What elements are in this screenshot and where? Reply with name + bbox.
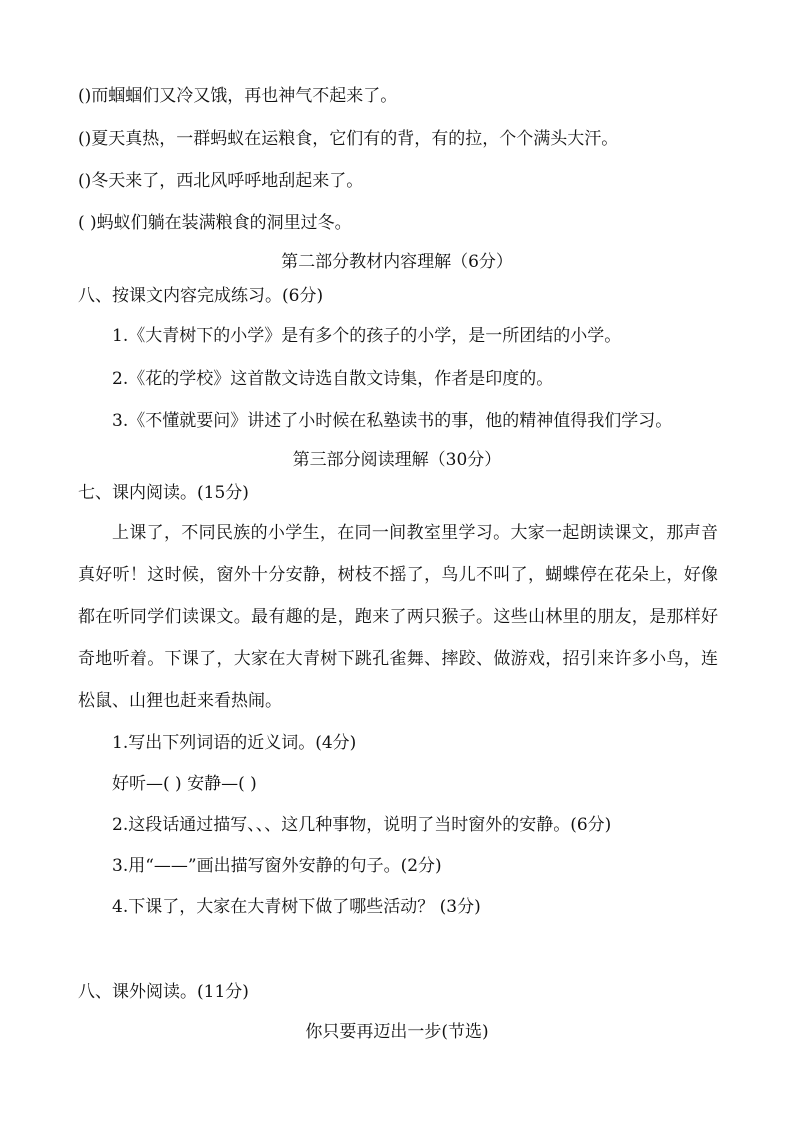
order-item-3: ()冬天来了，西北风呼呼地刮起来了。 bbox=[78, 171, 364, 191]
part3-question-title: 七、课内阅读。(15分) bbox=[78, 483, 249, 503]
question-4: 4.下课了，大家在大青树下做了哪些活动？ (3分) bbox=[112, 897, 481, 917]
article-title: 你只要再迈出一步(节选) bbox=[305, 1022, 489, 1042]
part2-title: 第二部分教材内容理解（6分） bbox=[281, 252, 513, 272]
synonym-blanks: 好听—( ) 安静—( ) bbox=[112, 774, 257, 794]
reading-passage: 上课了，不同民族的小学生，在同一间教室里学习。大家一起朗读课文，那声音真好听！这时候，窗外十分安静，树枝不摇了，鸟儿不叫了，蝴蝶停在花朵上，好像都在听同学们读课文。最有趣的是，跑来了两只猴子。这些山林里的朋友，是那样好奇地听着。下课了，大家在大青树下跳孔雀舞、摔跤、做游戏，招引来许多小鸟，连松鼠、山狸也赶来看热闹。 bbox=[78, 523, 718, 711]
question-2: 2.这段话通过描写、、、这几种事物，说明了当时窗外的安静。(6分) bbox=[112, 815, 612, 835]
part2-item-2: 2.《花的学校》这首散文诗选自散文诗集，作者是印度的。 bbox=[112, 369, 554, 389]
order-item-4: ( )蚂蚁们躺在装满粮食的洞里过冬。 bbox=[78, 213, 352, 233]
question-1: 1.写出下列词语的近义词。(4分) bbox=[112, 733, 357, 753]
part4-question-title: 八、课外阅读。(11分) bbox=[78, 982, 249, 1002]
part2-question-title: 八、按课文内容完成练习。(6分) bbox=[78, 286, 324, 306]
order-item-1: ()而蝈蝈们又冷又饿，再也神气不起来了。 bbox=[78, 86, 398, 106]
order-item-2: ()夏天真热，一群蚂蚁在运粮食，它们有的背，有的拉，个个满头大汗。 bbox=[78, 129, 619, 149]
part2-item-3: 3.《不懂就要问》讲述了小时候在私塾读书的事，他的精神值得我们学习。 bbox=[112, 411, 673, 431]
part2-item-1: 1.《大青树下的小学》是有多个的孩子的小学，是一所团结的小学。 bbox=[112, 326, 622, 346]
question-3: 3.用“——”画出描写窗外安静的句子。(2分) bbox=[112, 856, 442, 876]
part3-title: 第三部分阅读理解（30分） bbox=[292, 450, 502, 470]
